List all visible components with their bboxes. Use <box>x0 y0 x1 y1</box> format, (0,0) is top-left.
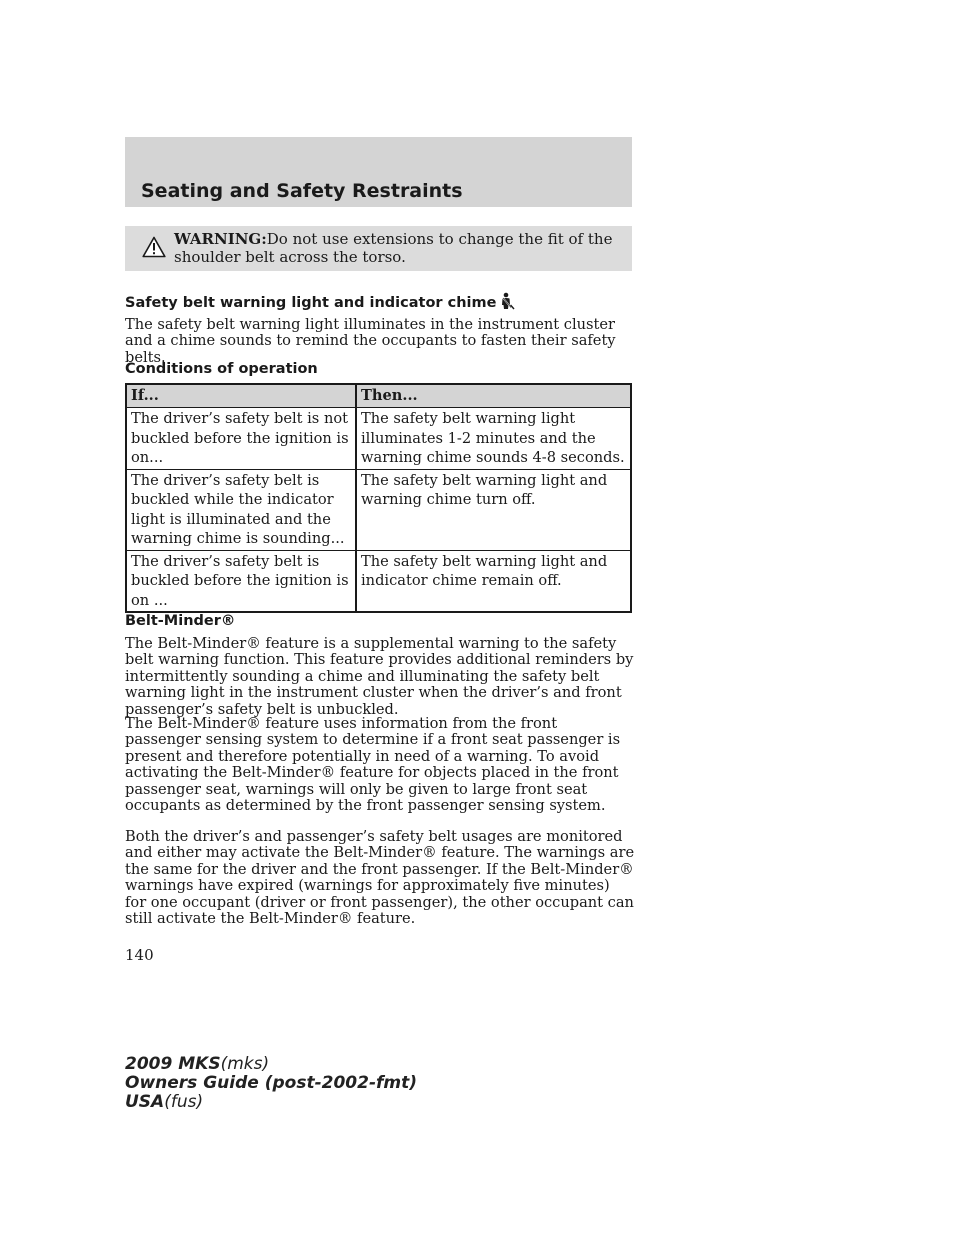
footer-line-3 <box>125 1093 417 1112</box>
warning-text <box>174 230 614 266</box>
table-row <box>126 469 631 550</box>
conditions-table <box>125 383 632 613</box>
seatbelt-icon <box>498 292 516 310</box>
footer-line-1 <box>125 1055 417 1074</box>
condition-cell: The driver’s safety belt is buckled before the ignition is on ... <box>126 550 356 612</box>
footer-market: USA <box>125 1092 165 1112</box>
chime-heading-text: Safety belt warning light and indicator chime <box>125 295 497 311</box>
table-row <box>126 550 631 612</box>
condition-cell: The driver’s safety belt is buckled while the indicator light is illuminated and the warning chime is sounding... <box>126 469 356 550</box>
section-header <box>125 137 632 207</box>
warning-body: Do not use extensions to change the fit of the shoulder belt across the torso. <box>174 230 613 266</box>
condition-cell: The driver’s safety belt is not buckled before the ignition is on... <box>126 408 356 470</box>
document-footer <box>125 1055 417 1112</box>
result-cell: The safety belt warning light and warning chime turn off. <box>356 469 631 550</box>
footer-guide: Owners Guide (post-2002-fmt) <box>125 1073 418 1093</box>
warning-triangle-icon <box>142 236 166 258</box>
chime-paragraph: The safety belt warning light illuminates in the instrument cluster and a chime sounds to remind the occupants to fasten their safety belts. <box>125 316 616 366</box>
table-row <box>126 408 631 470</box>
belt-minder-paragraph-3: Both the driver’s and passenger’s safety belt usages are monitored and either may activate the Belt-Minder® feature. The warnings are the same for the driver and the front passenger. If the Belt-Minder® warnings have expired (warnings for approximately five minutes) for one occupant (driver or front passenger), the other occupant can still activate the Belt-Minder® feature. <box>125 828 635 928</box>
footer-model: 2009 MKS <box>125 1054 221 1074</box>
table-header-row <box>126 384 631 408</box>
result-cell: The safety belt warning light and indicator chime remain off. <box>356 550 631 612</box>
belt-minder-paragraph-2: The Belt-Minder® feature uses information from the front passenger sensing system to determine if a front seat passenger is present and therefore potentially in need of a warning. To avoid activating the Belt-Minder® feature for objects placed in the front passenger seat, warnings will only be given to large front seat occupants as determined by the front passenger sensing system. <box>125 715 621 815</box>
warning-box <box>125 226 632 271</box>
column-header-if: If... <box>126 384 356 408</box>
belt-minder-paragraph-1: The Belt-Minder® feature is a supplemental warning to the safety belt warning function. This feature provides additional reminders by intermittently sounding a chime and illuminating the safety belt warning light in the instrument cluster when the driver’s and front passenger’s safety belt is unbuckled. <box>125 635 634 718</box>
conditions-heading: Conditions of operation <box>125 361 318 377</box>
footer-market-code: (fus) <box>164 1092 204 1112</box>
chime-heading <box>125 292 516 311</box>
column-header-then: Then... <box>356 384 631 408</box>
warning-label: WARNING: <box>174 230 267 248</box>
section-title: Seating and Safety Restraints <box>141 180 463 202</box>
belt-minder-heading: Belt-Minder® <box>125 613 236 629</box>
footer-model-code: (mks) <box>220 1054 270 1074</box>
result-cell: The safety belt warning light illuminates 1-2 minutes and the warning chime sounds 4-8 seconds. <box>356 408 631 470</box>
page-number: 140 <box>125 946 154 964</box>
footer-line-2 <box>125 1074 417 1093</box>
